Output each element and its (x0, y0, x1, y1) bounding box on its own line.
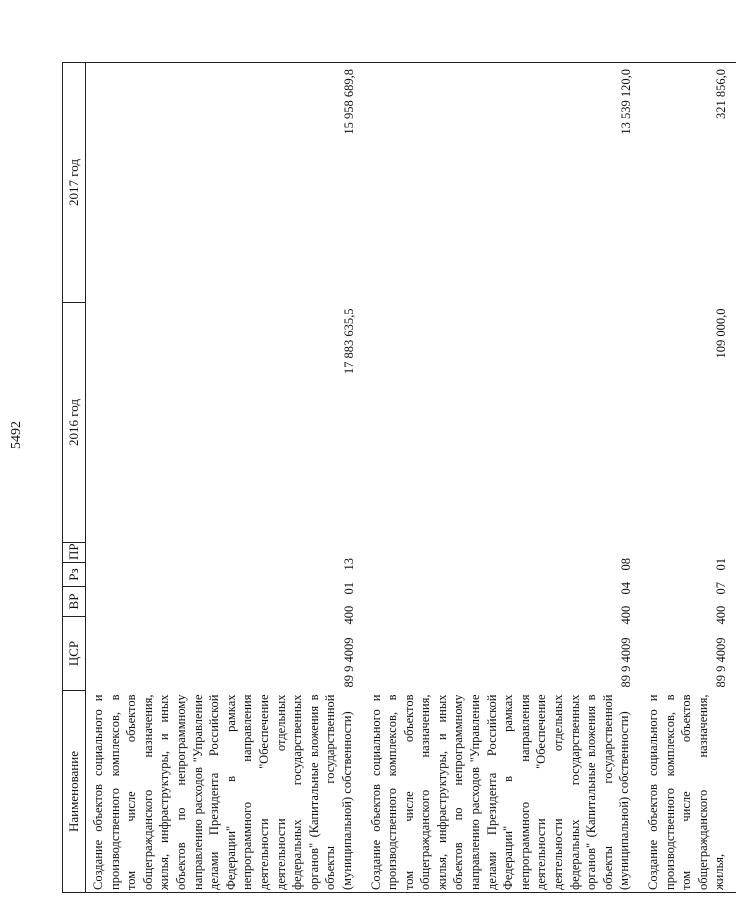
row-codes (86, 543, 364, 691)
table-row (641, 63, 736, 893)
row-rz: 07 (714, 582, 729, 595)
row-value-2017: 13 539 120,0 (364, 63, 642, 303)
row-csr: 89 9 4009 (619, 637, 634, 688)
row-rz: 04 (619, 582, 634, 595)
row-csr: 89 9 4009 (714, 637, 729, 688)
row-vr: 400 (619, 605, 634, 625)
table-row (86, 63, 364, 893)
budget-table (62, 62, 736, 893)
header-name: Наименование (63, 691, 86, 893)
row-pr: 08 (619, 558, 634, 571)
page-number: 5492 (9, 421, 24, 449)
row-rz: 01 (341, 582, 356, 595)
rotated-table-sheet (62, 63, 729, 893)
row-name: Создание объектов социального и производственного комплексов, в том числе объектов общегражданского назначения, жилья, инфраструктуры, и иных объектов по непрограммному направлению расходов "Управление делами Президента Российской Федерации" в рамках непрограммного направления деятельности "Обеспечение деятельности отдельных федеральных государственных органов" (Капитальные вложения в объекты государственной (муниципальной) собственности) (86, 691, 364, 893)
row-value-2016: 17 883 635,5 (341, 308, 356, 375)
header-rz: Рз (63, 563, 86, 587)
header-pr: ПР (63, 543, 86, 563)
row-csr: 89 9 4009 (341, 637, 356, 688)
header-2017: 2017 год (63, 63, 86, 303)
row-codes (364, 543, 642, 691)
row-vr: 400 (341, 605, 356, 625)
row-pr: 13 (341, 558, 356, 571)
row-codes (641, 543, 736, 691)
header-2016: 2016 год (63, 303, 86, 543)
row-vr: 400 (714, 605, 729, 625)
row-value-2017: 321 856,0 (641, 63, 736, 303)
table-header-row (63, 63, 86, 893)
row-name: Создание объектов социального и производственного комплексов, в том числе объектов общегражданского назначения, жилья, (641, 691, 736, 893)
row-pr: 01 (714, 558, 729, 571)
table-row (364, 63, 642, 893)
row-value-2016 (364, 303, 642, 543)
header-csr: ЦСР (63, 617, 86, 691)
row-name: Создание объектов социального и производственного комплексов, в том числе объектов общегражданского назначения, жилья, инфраструктуры, и иных объектов по непрограммному направлению расходов "Управление делами Президента Российской Федерации" в рамках непрограммного направления деятельности "Обеспечение деятельности отдельных федеральных государственных органов" (Капитальные вложения в объекты государственной (муниципальной) собственности) (364, 691, 642, 893)
header-vr: ВР (63, 587, 86, 617)
row-value-2017: 15 958 689,8 (86, 63, 364, 303)
row-value-2016: 109 000,0 (714, 308, 729, 359)
